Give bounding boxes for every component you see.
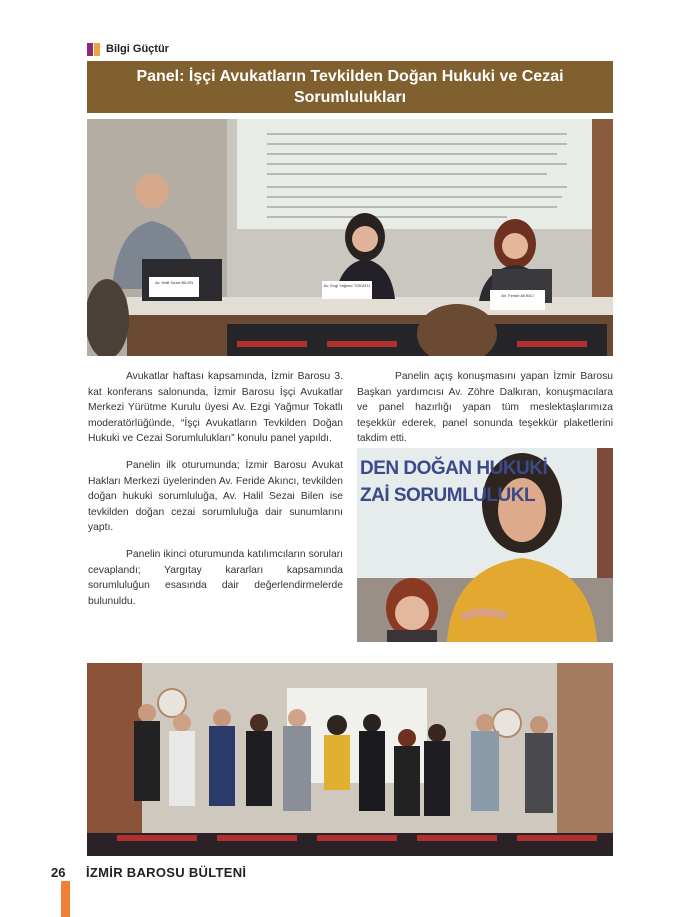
nameplate-2: Av. Ezgi Yağmur TOKATLI — [323, 283, 371, 288]
article-title: Panel: İşçi Avukatların Tevkilden Doğan Hukuki ve Cezai Sorumlulukları — [136, 68, 564, 106]
footer-accent-bar — [61, 881, 70, 917]
section-color-bar-1 — [87, 43, 93, 56]
nameplate-3: AV. Feride AKINCI — [501, 293, 534, 298]
paragraph: Panelin açış konuşmasını yapan İzmir Barosu Başkan yardımcısı Av. Zöhre Dalkıran, konuşmacılara ve panel hazırlığı yapan tüm meslektaşlarımıza teşekkür ederek, panel sonunda teşekkür plaketlerini takdim etti. — [357, 371, 613, 445]
section-label: Bilgi Güçtür — [106, 43, 169, 55]
paragraph: Panelin ikinci oturumunda katılımcıların soruları cevaplandı; Yargıtay kararları kapsamında sorumluluğun esasında dair değerlendirmelerde bulunuldu. — [88, 548, 343, 607]
screen-text-line-2: ZAİ SORUMLULUKL — [360, 485, 536, 506]
article-left-column — [88, 369, 343, 620]
paragraph: Panelin ilk oturumunda; İzmir Barosu Avukat Hakları Merkezi üyelerinden Av. Feride Akıncı, tevkilden doğan hukuki sorumluluğa, Av. Halil Sezai Bilen ise tevkilden doğan cezai sorumluluğa dair sunumlarını yaptı. — [88, 459, 343, 534]
section-color-bar-2 — [94, 43, 100, 56]
article-right-column — [357, 369, 613, 458]
page-number: 26 — [51, 865, 66, 880]
paragraph: Avukatlar haftası kapsamında, İzmir Barosu 3. kat konferans salonunda, İzmir Barosu İşçi Avukatlar Merkezi Yürütme Kurulu üyesi Av. Ezgi Yağmur Tokatlı moderatörlüğünde, “İşçi Avukatların Tevkilden Doğan Hukuki ve Cezai Sorumlulukları” konulu panel yapıldı. — [88, 371, 343, 445]
nameplate-1: Av. Halil Sezai BİLEN — [154, 280, 194, 285]
publication-title: İZMİR BAROSU BÜLTENİ — [86, 865, 247, 880]
panel-photo — [87, 119, 613, 356]
article-title-banner — [87, 61, 613, 113]
screen-text-line-1: DEN DOĞAN HUKUKİ — [360, 458, 548, 479]
section-tag — [87, 42, 169, 56]
group-photo — [87, 663, 613, 856]
